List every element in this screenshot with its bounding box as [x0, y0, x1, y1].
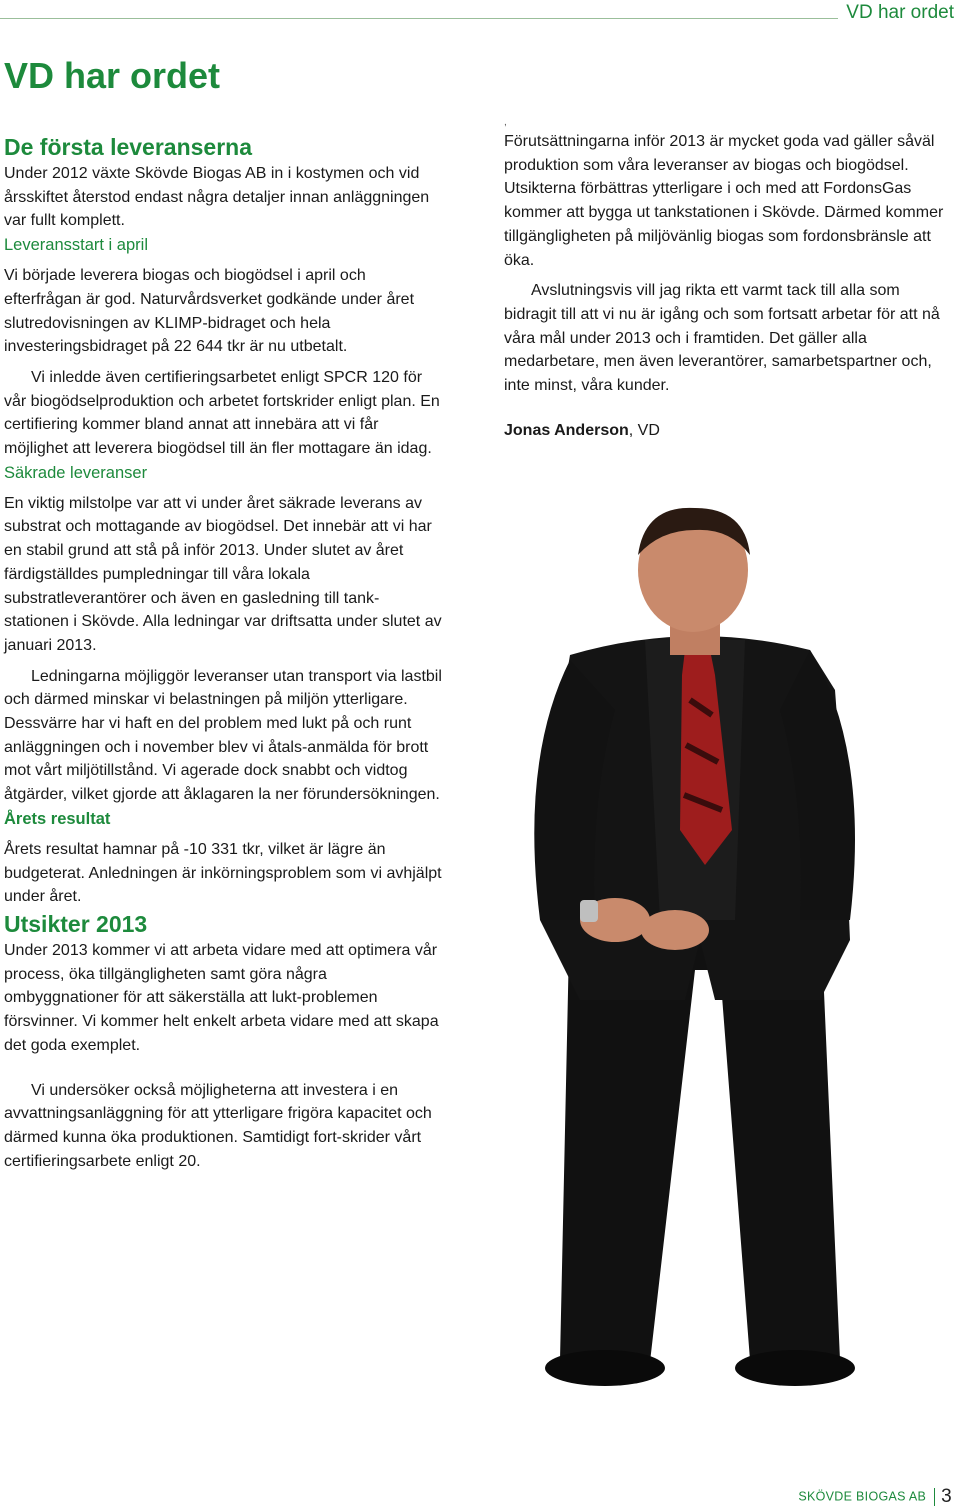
portrait-photo	[500, 500, 920, 1400]
left-column	[4, 132, 444, 1173]
section-heading-outlook-2013: Utsikter 2013	[4, 910, 148, 937]
paragraph: Under 2013 kommer vi att arbeta vidare med att optimera vår process, öka tillgängligheten samt göra några ombyggnationer för att säkerställa att lukt-problemen försvinner. Vi kommer helt enkelt arbeta vidare med att skapa det goda exemplet.	[4, 941, 439, 1054]
paragraph: Ledningarna möjliggör leveranser utan transport via lastbil och därmed minskar vi belastningen på miljön ytterligare. Dessvärre har vi haft en del problem med lukt på och runt anläggningen och i november blev vi åtals-anmälda för brott mot vårt miljötillstånd. Vi agerade dock snabbt och vidtog åtgärder, vilket gjorde att åklagaren la ner förundersökningen.	[4, 667, 442, 804]
right-column	[504, 116, 956, 442]
footer-company: SKÖVDE BIOGAS AB	[798, 1489, 927, 1504]
paragraph: Vi inledde även certifieringsarbetet enligt SPCR 120 för vår biogödselproduktion och arbetet fortskrider enligt plan. En certifiering kommer bland annat att innebära att vi får möjlighet att leverera biogödsel till än fler mottagare än idag.	[4, 368, 440, 458]
signature	[504, 419, 956, 443]
page-title: VD har ordet	[4, 55, 221, 96]
section-heading-secured-deliveries: Säkrade leveranser	[4, 463, 148, 482]
section-heading-delivery-start: Leveransstart i april	[4, 236, 148, 255]
paragraph: Avslutningsvis vill jag rikta ett varmt tack till alla som bidragit till att vi nu är igång och som fortsatt arbetar för att nå våra mål under 2013 och i framtiden. Det gäller alla medarbetare, men även leverantörer, samarbetspartner och, inte minst, våra kunder.	[504, 282, 940, 395]
footer-divider	[934, 1488, 935, 1506]
right-shoe	[735, 1350, 855, 1386]
paragraph: Vi började leverera biogas och biogödsel i april och efterfrågan är god. Naturvårdsverket godkände under året slutredovisningen av KLIMP-bidraget och hela investeringsbidraget på 22 644 tkr är nu utbetalt.	[4, 267, 415, 356]
paragraph: Förutsättningarna inför 2013 är mycket goda vad gäller såväl produktion som våra leveranser av biogas och biogödsel. Utsikterna förbättras ytterligare i och med att FordonsGas kommer att bygga ut tankstationen i Skövde. Därmed kommer tillgängligheten på miljövänlig biogas som fordonsbränsle att öka.	[504, 133, 944, 269]
section-heading-annual-result: Årets resultat	[4, 809, 111, 828]
paragraph: Under 2012 växte Skövde Biogas AB in i kostymen och vid årsskiftet återstod endast några detaljer innan anläggningen var fullt komplett.	[4, 165, 430, 230]
header-rule	[0, 18, 838, 19]
page-number: 3	[941, 1486, 952, 1507]
stray-mark: ,	[504, 117, 507, 128]
paragraph: Vi undersöker också möjligheterna att investera i en avvattningsanläggning för att ytterligare frigöra kapacitet och därmed kunna öka produktionen. Samtidigt fort-skrider vårt certifieringsarbete enligt 20.	[4, 1081, 432, 1170]
wristwatch	[580, 900, 598, 922]
right-hand	[641, 910, 709, 950]
section-heading-first-deliveries: De första leveranserna	[4, 134, 253, 160]
signature-role: , VD	[628, 421, 660, 439]
signature-name: Jonas Anderson	[504, 421, 629, 439]
paragraph: En viktig milstolpe var att vi under året säkrade leverans av substrat och mottagande av biogödsel. Det innebär att vi har en stabil grund att stå på inför 2013. Under slutet av året färdigställdes pumpledningar till våra lokala substratleverantörer och även en gasledning till tank-stationen i Skövde. Alla ledningar var driftsatta under slutet av januari 2013.	[4, 494, 442, 654]
left-shoe	[545, 1350, 665, 1386]
footer	[798, 1486, 952, 1508]
paragraph: Årets resultat hamnar på -10 331 tkr, vilket är lägre än budgeterat. Anledningen är inkörningsproblem som vi avhjälpt under året.	[4, 840, 442, 906]
running-header: VD har ordet	[846, 2, 954, 23]
